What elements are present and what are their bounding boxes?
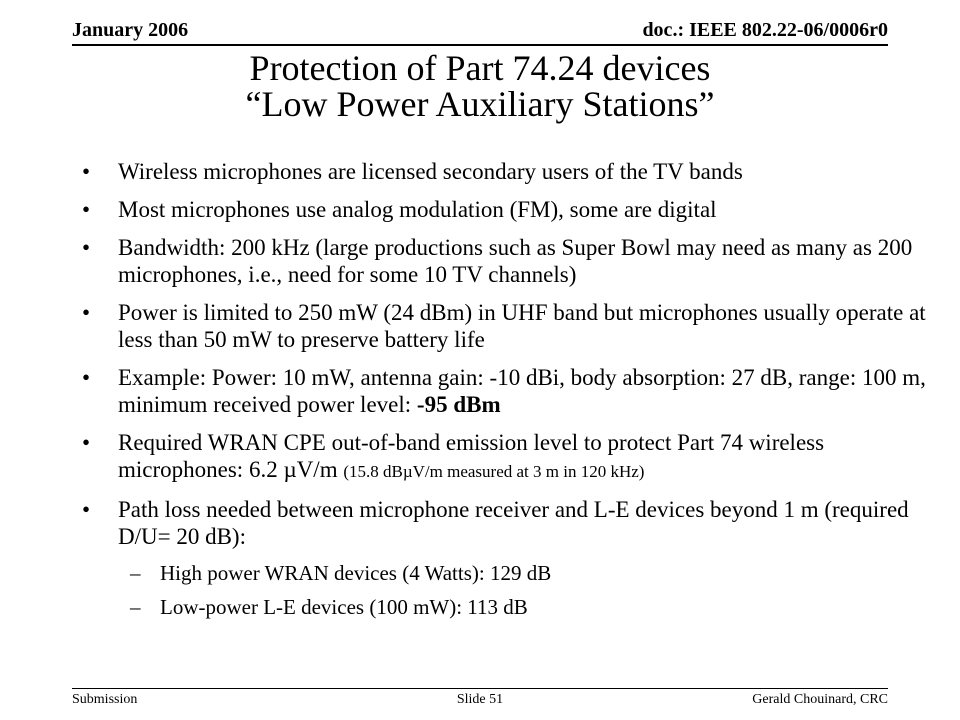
bullet-marker: • [82,497,91,522]
bullet-marker: • [82,235,91,260]
bullet-item [82,429,940,485]
bullet-text: Example: Power: 10 mW, antenna gain: -10 dBi, body absorption: 27 dB, range: 100 m, minimum received power level: [118,365,926,417]
bullet-marker: • [82,159,91,184]
sub-bullet-marker: – [130,595,141,619]
bullet-marker: • [82,300,91,325]
sub-bullet-item [82,561,940,586]
slide-title-line-2: “Low Power Auxiliary Stations” [245,84,715,124]
sub-bullet-text: Low-power L-E devices (100 mW): 113 dB [160,595,528,619]
bullet-item [82,299,940,353]
bullet-text-small: (15.8 dBµV/m measured at 3 m in 120 kHz) [343,462,645,481]
bullet-item [82,196,940,223]
sub-bullet-item [82,595,940,620]
footer-author: Gerald Chouinard, CRC [752,692,888,707]
header-date: January 2006 [72,19,189,41]
sub-bullet-marker: – [130,561,141,585]
bullet-text: Most microphones use analog modulation (FM), some are digital [118,197,717,222]
bullet-marker: • [82,430,91,455]
bullet-text: Path loss needed between microphone receiver and L-E devices beyond 1 m (required D/U= 20 dB): [118,497,909,549]
bullet-item [82,158,940,185]
bullet-item [82,496,940,550]
slide-footer [72,688,888,709]
bullet-text: Bandwidth: 200 kHz (large productions such as Super Bowl may need as many as 200 microphones, i.e., need for some 10 TV channels) [118,235,913,287]
sub-bullet-text: High power WRAN devices (4 Watts): 129 dB [160,561,552,585]
slide-body [82,158,940,629]
bullet-text-bold: -95 dBm [416,392,501,417]
bullet-marker: • [82,365,91,390]
footer-slide-number: Slide 51 [456,692,504,707]
bullet-text: Power is limited to 250 mW (24 dBm) in UHF band but microphones usually operate at less than 50 mW to preserve battery life [118,300,926,352]
slide-title-line-1: Protection of Part 74.24 devices [249,48,711,88]
bullet-item [82,234,940,288]
footer-submission: Submission [72,692,138,707]
bullet-marker: • [82,197,91,222]
slide-title [72,50,888,122]
bullet-text: Wireless microphones are licensed secondary users of the TV bands [118,159,743,184]
header-doc-id: doc.: IEEE 802.22-06/0006r0 [642,19,888,41]
slide-header [72,18,888,46]
bullet-text: Required WRAN CPE out-of-band emission level to protect Part 74 wireless microphones: 6.2 µV/m [118,430,825,482]
bullet-item [82,364,940,418]
